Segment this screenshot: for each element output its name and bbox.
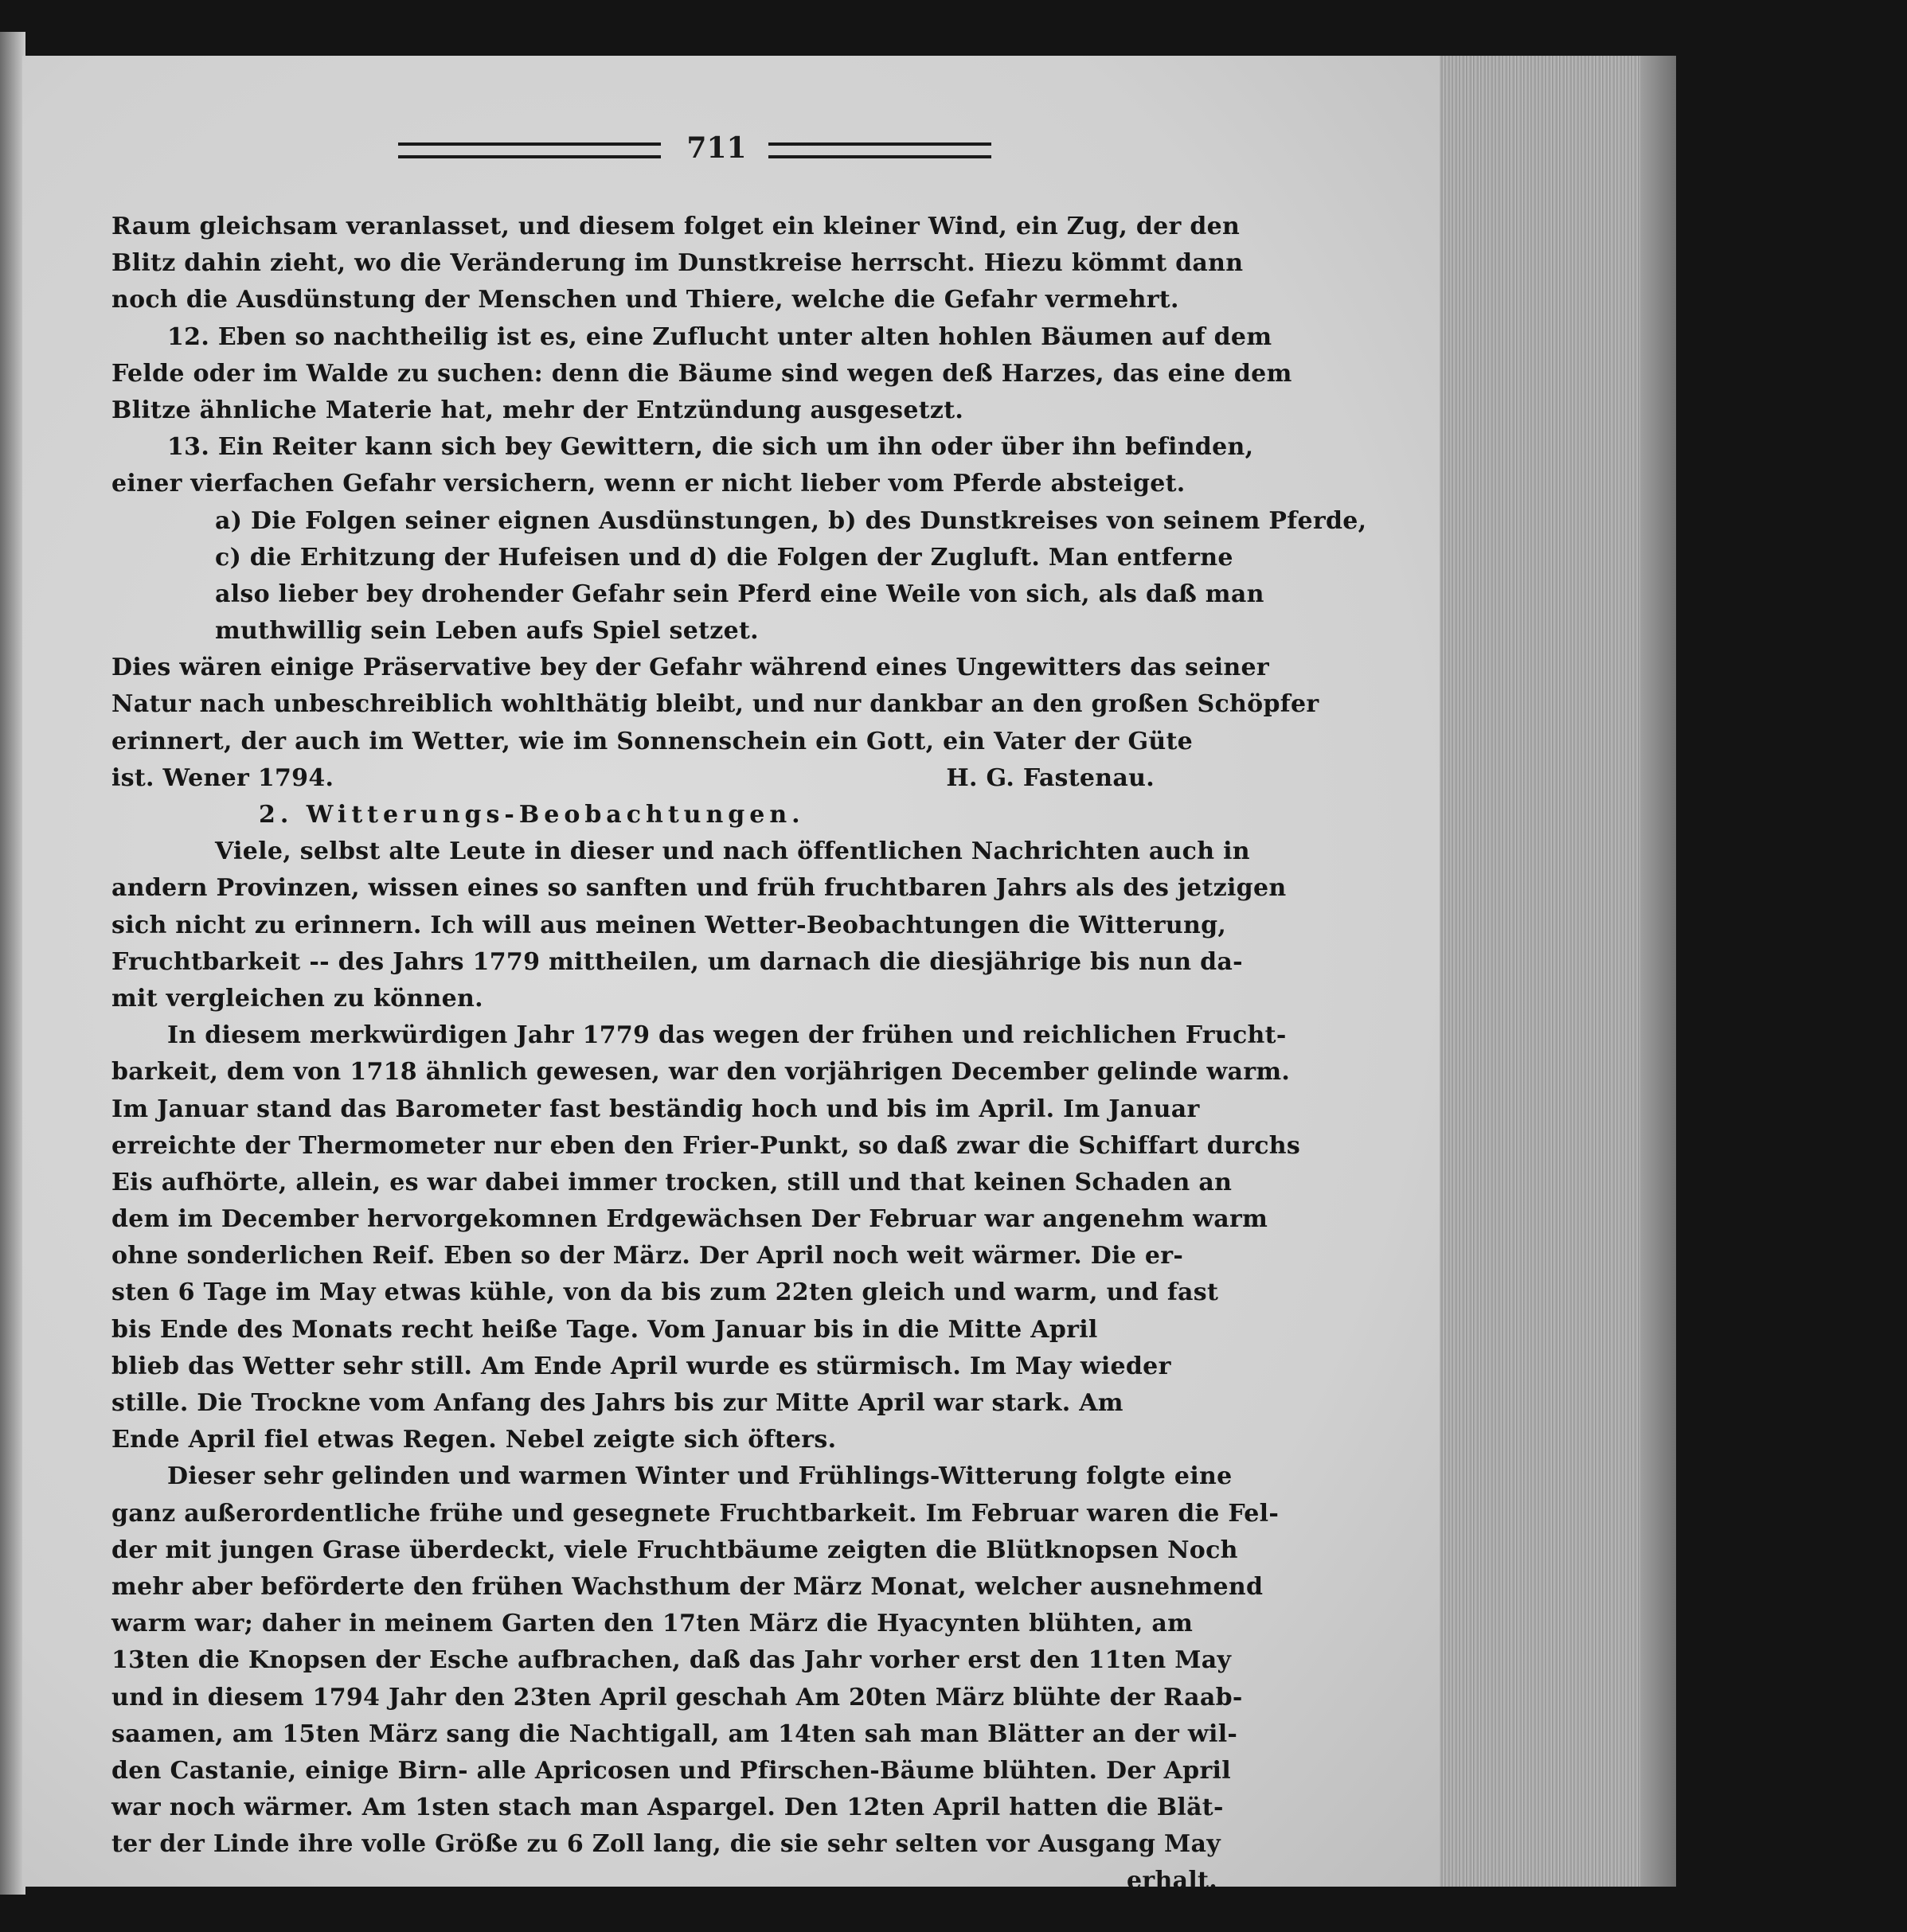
text-line: stille. Die Trockne vom Anfang des Jahrs bis zur Mitte April war stark. Am	[111, 1389, 1123, 1417]
text-line: muthwillig sein Leben aufs Spiel setzet.	[215, 617, 759, 646]
page-text	[111, 209, 1367, 1900]
text-line: sten 6 Tage im May etwas kühle, von da bis zum 22ten gleich und warm, und fast	[111, 1278, 1219, 1307]
text-line: mit vergleichen zu können.	[111, 984, 483, 1013]
text-line: 12. Eben so nachtheilig ist es, eine Zuflucht unter alten hohlen Bäumen auf dem	[167, 322, 1272, 351]
text-line: Blitze ähnliche Materie hat, mehr der Entzündung ausgesetzt.	[111, 396, 964, 424]
text-line: dem im December hervorgekomnen Erdgewächsen Der Februar war angenehm warm	[111, 1205, 1268, 1234]
text-line: mehr aber beförderte den frühen Wachsthum der März Monat, welcher ausnehmend	[111, 1572, 1264, 1601]
text-line: also lieber bey drohender Gefahr sein Pferd eine Weile von sich, als daß man	[215, 580, 1264, 608]
text-line: andern Provinzen, wissen eines so sanften und früh fruchtbaren Jahrs als des jetzigen	[111, 874, 1287, 903]
page-header	[398, 131, 1003, 163]
text-line: erinnert, der auch im Wetter, wie im Sonnenschein ein Gott, ein Vater der Güte	[111, 727, 1194, 755]
text-line: Natur nach unbeschreiblich wohlthätig bleibt, und nur dankbar an den großen Schöpfer	[111, 690, 1319, 719]
text-line: Dies wären einige Präservative bey der Gefahr während eines Ungewitters das seiner	[111, 654, 1270, 682]
text-line: barkeit, dem von 1718 ähnlich gewesen, war den vorjährigen December gelinde warm.	[111, 1058, 1291, 1087]
text-line: sich nicht zu erinnern. Ich will aus meinen Wetter-Beobachtungen die Witterung,	[111, 911, 1227, 939]
text-line: ohne sonderlichen Reif. Eben so der März. Der April noch weit wärmer. Die er-	[111, 1242, 1184, 1270]
text-line: Blitz dahin zieht, wo die Veränderung im Dunstkreise herrscht. Hiezu kömmt dann	[111, 249, 1244, 278]
text-line: Felde oder im Walde zu suchen: denn die Bäume sind wegen deß Harzes, das eine dem	[111, 359, 1292, 388]
text-line: blieb das Wetter sehr still. Am Ende April wurde es stürmisch. Im May wieder	[111, 1352, 1171, 1380]
text-line: Viele, selbst alte Leute in dieser und nach öffentlichen Nachrichten auch in	[215, 837, 1250, 866]
text-line: c) die Erhitzung der Hufeisen und d) die Folgen der Zugluft. Man entferne	[215, 543, 1233, 572]
text-line: einer vierfachen Gefahr versichern, wenn er nicht lieber vom Pferde absteiget.	[111, 470, 1186, 498]
text-line: warm war; daher in meinem Garten den 17ten März die Hyacynten blühten, am	[111, 1610, 1194, 1638]
text-line: ter der Linde ihre volle Größe zu 6 Zoll lang, die sie sehr selten vor Ausgang May	[111, 1830, 1221, 1859]
text-line: bis Ende des Monats recht heiße Tage. Vom Januar bis in die Mitte April	[111, 1315, 1098, 1344]
text-line: Im Januar stand das Barometer fast beständig hoch und bis im April. Im Januar	[111, 1095, 1200, 1123]
text-line: Ende April fiel etwas Regen. Nebel zeigte sich öfters.	[111, 1426, 837, 1454]
text-line: erreichte der Thermometer nur eben den Frier-Punkt, so daß zwar die Schiffart durchs	[111, 1131, 1301, 1160]
text-line: 13ten die Knopsen der Esche aufbrachen, daß das Jahr vorher erst den 11ten May	[111, 1646, 1232, 1675]
text-line: In diesem merkwürdigen Jahr 1779 das wegen der frühen und reichlichen Frucht-	[167, 1021, 1287, 1050]
text-line: den Castanie, einige Birn- alle Apricosen und Pfirschen-Bäume blühten. Der April	[111, 1756, 1231, 1785]
text-line: Raum gleichsam veranlasset, und diesem folget ein kleiner Wind, ein Zug, der den	[111, 213, 1241, 240]
dateline	[111, 760, 1250, 797]
text-line: Dieser sehr gelinden und warmen Winter und Frühlings-Witterung folgte eine	[167, 1462, 1233, 1491]
text-line: noch die Ausdünstung der Menschen und Thiere, welche die Gefahr vermehrt.	[111, 286, 1179, 314]
catchword: erhalt.	[1127, 1867, 1217, 1895]
text-line: Eis aufhörte, allein, es war dabei immer trocken, still und that keinen Schaden an	[111, 1168, 1233, 1196]
text-line: und in diesem 1794 Jahr den 23ten April geschah Am 20ten März blühte der Raab-	[111, 1683, 1243, 1711]
dateline-place-date: ist. Wener 1794.	[111, 763, 334, 792]
author-signature: H. G. Fastenau.	[946, 763, 1155, 792]
text-line: Fruchtbarkeit -- des Jahrs 1779 mittheilen, um darnach die diesjährige bis nun da-	[111, 947, 1243, 976]
text-line: war noch wärmer. Am 1sten stach man Aspargel. Den 12ten April hatten die Blät-	[111, 1793, 1224, 1822]
text-line: ganz außerordentliche frühe und gesegnete Fruchtbarkeit. Im Februar waren die Fel-	[111, 1499, 1280, 1528]
header-rule-right	[768, 142, 991, 158]
book-cover-edge	[1640, 56, 1676, 1887]
header-rule-left	[398, 142, 661, 158]
text-line: 13. Ein Reiter kann sich bey Gewittern, die sich um ihn oder über ihn befinden,	[167, 433, 1254, 462]
page-number: 711	[686, 131, 747, 165]
text-line: a) Die Folgen seiner eignen Ausdünstungen, b) des Dunstkreises von seinem Pferde,	[215, 506, 1367, 535]
section-heading: 2. Witterungs-Beobachtungen.	[259, 801, 805, 829]
text-line: der mit jungen Grase überdeckt, viele Fruchtbäume zeigten die Blütknopsen Noch	[111, 1536, 1238, 1564]
text-line: saamen, am 15ten März sang die Nachtigall, am 14ten sah man Blätter an der wil-	[111, 1719, 1238, 1748]
